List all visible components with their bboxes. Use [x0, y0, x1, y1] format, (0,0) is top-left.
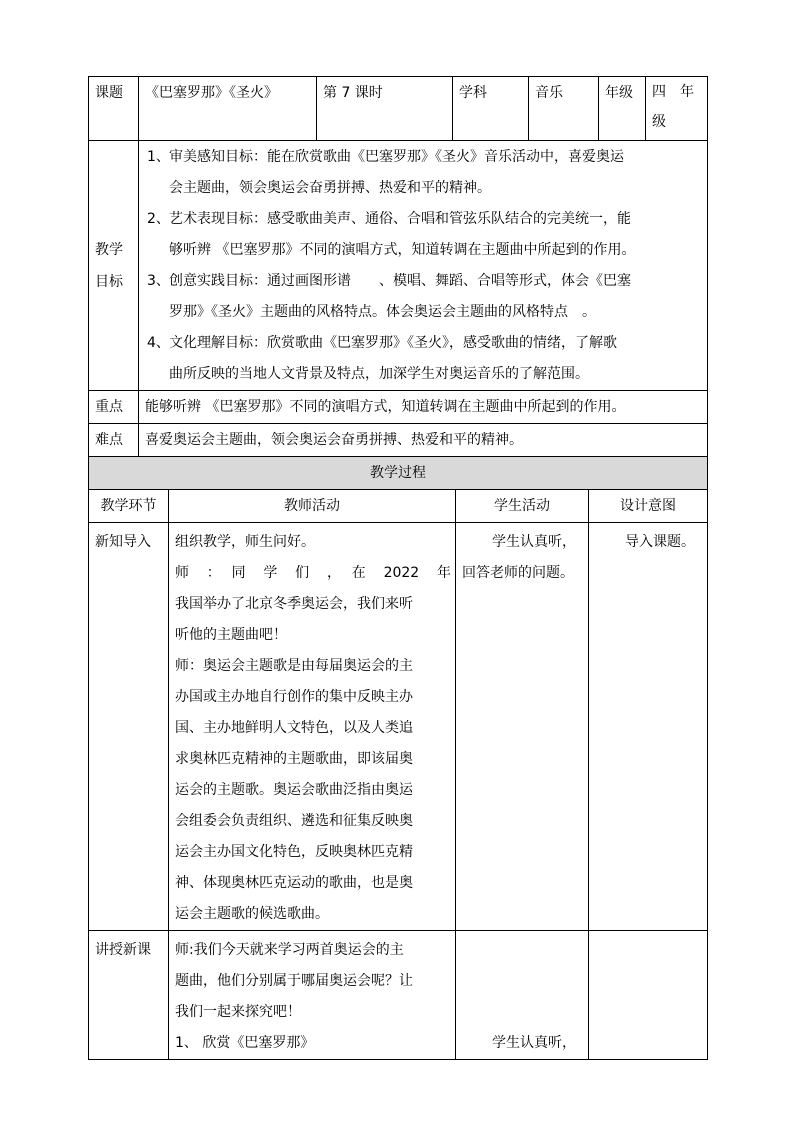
objective-item: 3、创意实践目标：通过画图形谱 、模唱、舞蹈、合唱等形式，体会《巴塞 罗那》《圣火》主题曲的风格特点。体会奥运会主题曲的风格特点 。: [147, 266, 703, 328]
student-text-line: 学生认真听，: [492, 534, 576, 550]
objectives-label-line1: 教学: [95, 241, 123, 258]
teacher-text-line: 运会主办国文化特色，反映奥林匹克精: [175, 844, 413, 860]
teacher-text-line: 我们一起来探究吧！: [175, 1004, 301, 1020]
topic-label: 课题: [89, 77, 139, 141]
objective-index: 3、: [147, 273, 170, 289]
objectives-label-line2: 目标: [95, 273, 123, 290]
key-point-label: 重点: [89, 391, 139, 424]
key-point-text: 能够听辨 《巴塞罗那》不同的演唱方式，知道转调在主题曲中所起到的作用。: [139, 391, 708, 424]
teacher-text-line: 运会主题歌的候选歌曲。: [175, 906, 329, 922]
key-point-row: [89, 391, 708, 424]
teacher-text-line: 办国或主办地自行创作的集中反映主办: [175, 689, 413, 705]
stage-intro: 新知导入: [89, 523, 169, 931]
student-text-line: 学生认真听，: [492, 1035, 576, 1051]
teacher-text-line: 我国举办了北京冬季奥运会，我们来听: [175, 596, 413, 612]
student-activity-new-lesson: [456, 931, 589, 1060]
header-row: [89, 77, 708, 141]
teacher-text-line: 1、 欣赏《巴塞罗那》: [175, 1035, 315, 1051]
col-stage-header: 教学环节: [89, 490, 169, 523]
objectives-row: [89, 141, 708, 391]
teacher-text-line: 题曲，他们分别属于哪届奥运会呢？让: [175, 973, 413, 989]
objective-item: 4、文化理解目标：欣赏歌曲《巴塞罗那》《圣火》，感受歌曲的情绪，了解歌 曲所反映的当地人文背景及特点，加深学生对奥运音乐的了解范围。: [147, 328, 703, 390]
grade-label: 年级: [599, 77, 646, 141]
teacher-text-line: 神、体现奥林匹克运动的歌曲，也是奥: [175, 875, 413, 891]
design-intent-intro: [589, 523, 708, 931]
teacher-text-line: 师 ： 同 学 们 ， 在 2022 年: [175, 565, 451, 581]
teacher-text-line: 会组委会负责组织、遴选和征集反映奥: [175, 813, 413, 829]
teacher-text-line: 听他的主题曲吧！: [175, 627, 287, 643]
subject-value: 音乐: [529, 77, 599, 141]
grade-value-line1: 四 年: [652, 84, 694, 100]
objectives-content: [139, 141, 708, 391]
process-row-new-lesson: [89, 931, 708, 1060]
period-value: 第 7 课时: [317, 77, 453, 141]
process-title: 教学过程: [89, 457, 708, 490]
teacher-text-line: 求奥林匹克精神的主题歌曲，即该届奥: [175, 751, 413, 767]
stage-new-lesson: 讲授新课: [89, 931, 169, 1060]
process-row-intro: [89, 523, 708, 931]
grade-value: [646, 77, 708, 141]
student-activity-intro: [456, 523, 589, 931]
objective-index: 4、: [147, 335, 170, 351]
grade-value-line2: 级: [652, 114, 666, 130]
teacher-text-line: 组织教学，师生问好。: [175, 534, 315, 550]
teaching-process-table: [88, 456, 708, 1060]
difficulty-row: [89, 424, 708, 457]
objective-item: 1、审美感知目标：能在欣赏歌曲《巴塞罗那》《圣火》音乐活动中，喜爱奥运 会主题曲，领会奥运会奋勇拼搏、热爱和平的精神。: [147, 142, 703, 204]
objectives-label: [89, 141, 139, 391]
col-teacher-header: 教师活动: [169, 490, 456, 523]
process-title-row: [89, 457, 708, 490]
teacher-text-line: 师：奥运会主题歌是由每届奥运会的主: [175, 658, 413, 674]
topic-value: 《巴塞罗那》《圣火》: [139, 77, 317, 141]
objective-item: 2、艺术表现目标：感受歌曲美声、通俗、合唱和管弦乐队结合的完美统一，能 够听辨 《巴塞罗那》不同的演唱方式，知道转调在主题曲中所起到的作用。: [147, 204, 703, 266]
lesson-info-table: [88, 76, 708, 457]
process-header-row: [89, 490, 708, 523]
difficulty-label: 难点: [89, 424, 139, 457]
col-student-header: 学生活动: [456, 490, 589, 523]
teacher-activity-intro: [169, 523, 456, 931]
difficulty-text: 喜爱奥运会主题曲，领会奥运会奋勇拼搏、热爱和平的精神。: [139, 424, 708, 457]
teacher-text-line: 运会的主题歌。奥运会歌曲泛指由奥运: [175, 782, 413, 798]
teacher-text-line: 师:我们今天就来学习两首奥运会的主: [175, 942, 404, 958]
objective-index: 2、: [147, 211, 170, 227]
design-intent-new-lesson: [589, 931, 708, 1060]
teacher-text-line: 国、主办地鲜明人文特色，以及人类追: [175, 720, 413, 736]
student-text-line: 回答老师的问题。: [462, 565, 574, 581]
subject-label: 学科: [453, 77, 529, 141]
design-text-line: 导入课题。: [625, 534, 695, 550]
teacher-activity-new-lesson: [169, 931, 456, 1060]
col-design-header: 设计意图: [589, 490, 708, 523]
objective-index: 1、: [147, 149, 170, 165]
